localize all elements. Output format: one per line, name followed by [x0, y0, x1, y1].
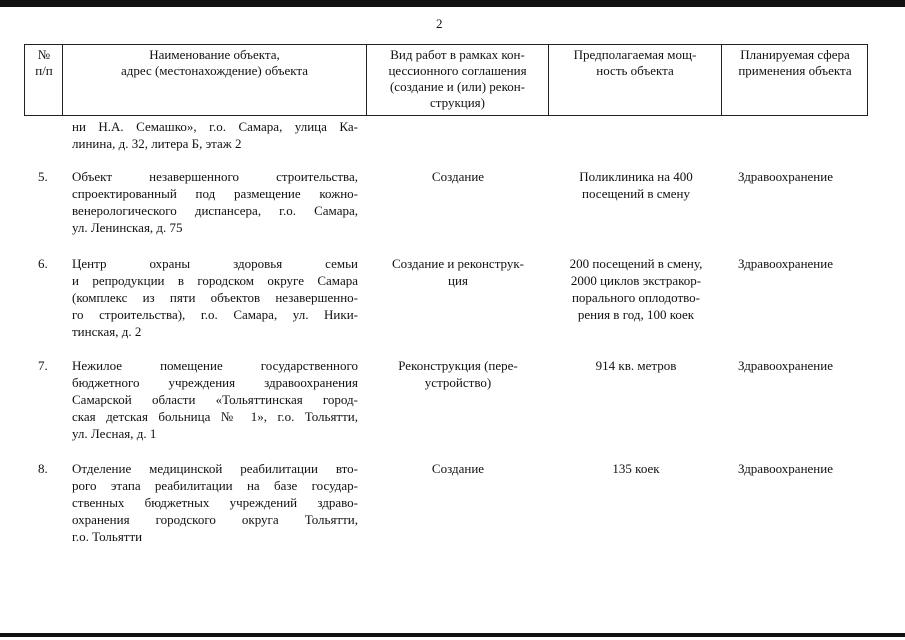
row-number: 8.: [38, 461, 48, 476]
row-name: Объект незавершенного строительства, спроектированный под размещение кожно- венерологического диспансера, г.о. Самара, ул. Ленинская, д. 75: [72, 169, 358, 235]
header-sphere: Планируемая сфера применения объекта: [738, 47, 852, 78]
row-name: Центр охраны здоровья семьи и репродукции в городском округе Самара (комплекс из пяти объектов незавершенно- го строительства), г.о. Самара, ул. Ники- тинская, д. 2: [72, 256, 358, 339]
row-number: 6.: [38, 256, 48, 271]
row-capacity: 135 коек: [612, 461, 660, 476]
top-rule: [0, 0, 905, 7]
bottom-rule: [0, 633, 905, 637]
row-name: Отделение медицинской реабилитации вто- рого этапа реабилитации на базе государ- ственных бюджетных учреждений здраво- охранения городского округа Тольятти, г.о. Тольятти: [72, 461, 358, 544]
row-capacity: 914 кв. метров: [595, 358, 677, 373]
row-number: 5.: [38, 169, 48, 184]
row-work-type: Создание: [431, 461, 485, 476]
row-sphere: Здравоохранение: [738, 461, 833, 476]
row-sphere: Здравоохранение: [738, 169, 833, 184]
row-sphere: Здравоохранение: [738, 256, 833, 271]
row-name: Нежилое помещение государственного бюджетного учреждения здравоохранения Самарской области «Тольяттинская город- ская детская больница № 1», г.о. Тольятти, ул. Лесная, д. 1: [72, 358, 358, 441]
continuation-name: ни Н.А. Семашко», г.о. Самара, улица Ка- линина, д. 32, литера Б, этаж 2: [72, 119, 358, 151]
row-work-type: Реконструкция (пере- устройство): [398, 358, 518, 390]
header-capacity: Предполагаемая мощ- ность объекта: [573, 47, 697, 78]
row-number: 7.: [38, 358, 48, 373]
header-work-type: Вид работ в рамках кон- цессионного соглашения (создание и (или) рекон- струкция): [388, 47, 527, 110]
page-number: 2: [436, 16, 443, 31]
header-num: № п/п: [35, 47, 53, 78]
row-work-type: Создание и реконструк- ция: [391, 256, 525, 288]
row-work-type: Создание: [431, 169, 485, 184]
row-sphere: Здравоохранение: [738, 358, 833, 373]
header-name: Наименование объекта, адрес (местонахождение) объекта: [120, 47, 308, 78]
row-capacity: 200 посещений в смену, 2000 циклов экстракор- порального оплодотво- рения в год, 100 коек: [569, 256, 703, 322]
row-capacity: Поликлиника на 400 посещений в смену: [579, 169, 693, 201]
